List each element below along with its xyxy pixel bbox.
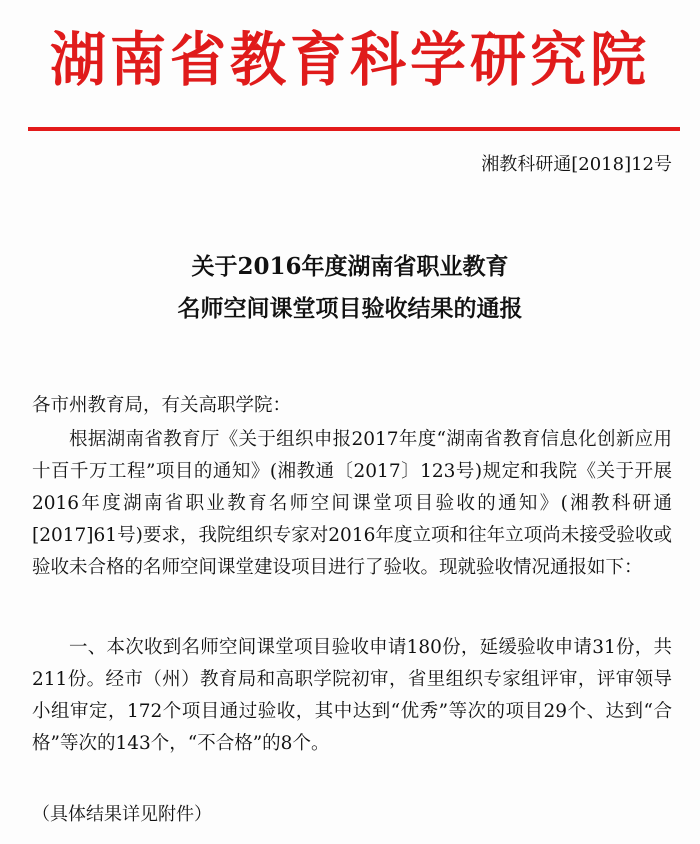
attachment-note: （具体结果详见附件） [32,804,212,825]
letterhead-divider [28,127,680,131]
paragraph-1: 根据湖南省教育厅《关于组织申报2017年度“湖南省教育信息化创新应用十百千万工程”项目的通知》(湘教通〔2017〕123号)规定和我院《关于开展2016年度湖南省职业教育名师空间课堂项目验收的通知》(湘教科研通[2017]61号)要求，我院组织专家对2016年度立项和往年立项尚未接受验收或验收未合格的名师空间课堂建设项目进行了验收。现就验收情况通报如下： [32,429,672,578]
document-title-line-1: 关于2016年度湖南省职业教育 [191,253,509,280]
salutation: 各市州教育局，有关高职学院： [32,395,292,416]
document-number: 湘教科研通[2018]12号 [481,154,672,175]
paragraph-2: 一、本次收到名师空间课堂项目验收申请180份，延缓验收申请31份，共211份。经市（州）教育局和高职学院初审，省里组织专家组评审，评审领导小组审定，172个项目通过验收，其中达到“优秀”等次的项目29个、达到“合格”等次的143个，“不合格”的8个。 [32,637,672,754]
document-title-line-2: 名师空间课堂项目验收结果的通报 [177,295,523,322]
letterhead-org-name: 湖南省教育科学研究院 [50,26,650,95]
